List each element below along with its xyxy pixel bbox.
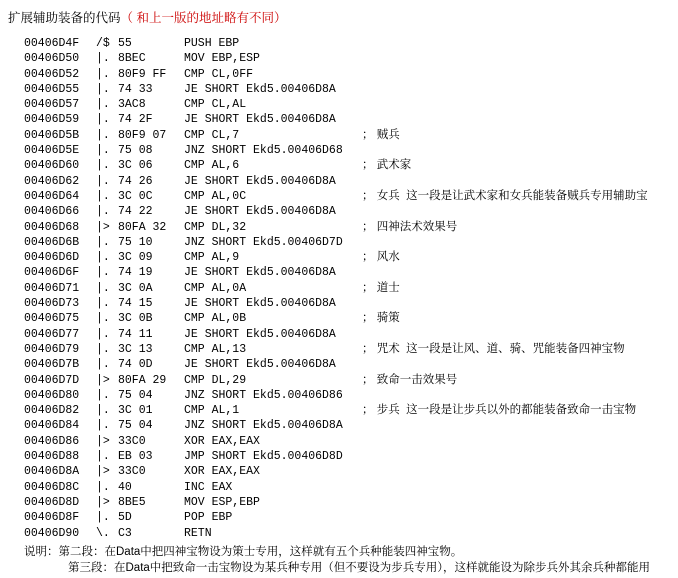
code-bytes: 80F9 FF bbox=[118, 67, 167, 81]
code-instruction: CMP AL,0A bbox=[184, 281, 247, 295]
code-row bbox=[24, 510, 664, 525]
code-instruction: JE SHORT Ekd5.00406D8A bbox=[184, 174, 336, 188]
code-address: 00406D66 bbox=[24, 205, 80, 219]
code-row bbox=[24, 464, 664, 479]
code-address: 00406D82 bbox=[24, 404, 80, 418]
code-address: 00406D6B bbox=[24, 235, 80, 249]
code-bytes: 3C 13 bbox=[118, 342, 153, 356]
code-bytes: 75 08 bbox=[118, 144, 153, 158]
code-row bbox=[24, 418, 664, 433]
code-instruction: JE SHORT Ekd5.00406D8A bbox=[184, 113, 336, 127]
code-address: 00406D6D bbox=[24, 251, 80, 265]
code-row bbox=[24, 204, 664, 219]
code-row bbox=[24, 82, 664, 97]
code-row bbox=[24, 281, 664, 296]
code-bytes: 55 bbox=[118, 37, 132, 50]
code-marker: |. bbox=[96, 450, 110, 464]
code-address: 00406D50 bbox=[24, 52, 80, 66]
code-row bbox=[24, 296, 664, 311]
code-address: 00406D68 bbox=[24, 220, 80, 234]
code-bytes: 8BE5 bbox=[118, 495, 146, 509]
code-bytes: 33C0 bbox=[118, 434, 146, 448]
code-row bbox=[24, 480, 664, 495]
code-bytes: 75 04 bbox=[118, 419, 153, 433]
code-address: 00406D62 bbox=[24, 174, 80, 188]
code-bytes: 3C 0C bbox=[118, 189, 153, 203]
code-instruction: JNZ SHORT Ekd5.00406D8A bbox=[184, 419, 343, 433]
code-instruction: INC EAX bbox=[184, 480, 233, 494]
code-instruction: POP EBP bbox=[184, 511, 233, 525]
code-marker: |. bbox=[96, 98, 110, 112]
code-instruction: CMP AL,0B bbox=[184, 312, 247, 326]
code-marker: |. bbox=[96, 82, 110, 96]
code-instruction: XOR EAX,EAX bbox=[184, 434, 260, 448]
code-instruction: JE SHORT Ekd5.00406D8A bbox=[184, 358, 336, 372]
code-marker: |. bbox=[96, 297, 110, 311]
footer-note-line: 第三段：在Data中把致命一击宝物设为某兵种专用（但不要设为步兵专用），这样就能设为除步兵外其余兵种都能用 bbox=[68, 562, 651, 574]
code-comment: ； 致命一击效果号 bbox=[362, 373, 458, 386]
code-address: 00406D59 bbox=[24, 113, 80, 127]
code-bytes: 74 2F bbox=[118, 113, 153, 127]
code-instruction: JE SHORT Ekd5.00406D8A bbox=[184, 327, 336, 341]
code-marker: |> bbox=[96, 434, 110, 448]
code-marker: |. bbox=[96, 67, 110, 81]
code-instruction: CMP AL,13 bbox=[184, 342, 247, 356]
code-marker: |. bbox=[96, 189, 110, 203]
disassembly-listing bbox=[24, 36, 664, 541]
code-row bbox=[24, 67, 664, 82]
code-comment: ； 道士 bbox=[362, 281, 400, 294]
code-row bbox=[24, 311, 664, 326]
code-bytes: 3C 09 bbox=[118, 251, 153, 265]
page-title-note: （ 和上一版的地址略有不同） bbox=[120, 11, 287, 25]
code-instruction: JNZ SHORT Ekd5.00406D68 bbox=[184, 144, 343, 158]
page-title-main: 扩展辅助装备的代码 bbox=[8, 11, 121, 25]
code-comment: ； 步兵 这一段是让步兵以外的都能装备致命一击宝物 bbox=[362, 404, 637, 417]
code-address: 00406D86 bbox=[24, 434, 80, 448]
code-bytes: 74 19 bbox=[118, 266, 153, 280]
code-marker: |. bbox=[96, 159, 110, 173]
code-marker: |. bbox=[96, 205, 110, 219]
code-marker: |. bbox=[96, 266, 110, 280]
code-marker: |. bbox=[96, 511, 110, 525]
code-address: 00406D90 bbox=[24, 526, 80, 540]
code-bytes: 80FA 32 bbox=[118, 220, 167, 234]
code-bytes: 3C 0B bbox=[118, 312, 153, 326]
code-row bbox=[24, 158, 664, 173]
code-address: 00406D75 bbox=[24, 312, 80, 326]
code-bytes: 80FA 29 bbox=[118, 373, 167, 387]
code-row bbox=[24, 128, 664, 143]
code-row bbox=[24, 373, 664, 388]
code-marker: |> bbox=[96, 495, 110, 509]
code-marker: |. bbox=[96, 113, 110, 127]
code-bytes: 80F9 07 bbox=[118, 128, 167, 142]
code-address: 00406D77 bbox=[24, 327, 80, 341]
code-address: 00406D8A bbox=[24, 465, 80, 479]
code-instruction: CMP CL,0FF bbox=[184, 67, 254, 81]
code-marker: |. bbox=[96, 419, 110, 433]
code-marker: |. bbox=[96, 358, 110, 372]
code-instruction: CMP CL,AL bbox=[184, 98, 247, 112]
footer-notes bbox=[24, 544, 672, 576]
code-address: 00406D80 bbox=[24, 388, 80, 402]
code-bytes: 74 15 bbox=[118, 297, 153, 311]
code-marker: |. bbox=[96, 388, 110, 402]
code-address: 00406D79 bbox=[24, 342, 80, 356]
code-marker: |. bbox=[96, 281, 110, 295]
code-marker: |. bbox=[96, 327, 110, 341]
code-row bbox=[24, 250, 664, 265]
code-comment: ； 贼兵 bbox=[362, 128, 400, 141]
code-comment: ； 风水 bbox=[362, 251, 400, 264]
code-bytes: 75 10 bbox=[118, 235, 153, 249]
code-bytes: 3AC8 bbox=[118, 98, 146, 112]
code-row bbox=[24, 526, 664, 541]
code-instruction: PUSH EBP bbox=[184, 37, 240, 50]
code-instruction: CMP AL,1 bbox=[184, 404, 240, 418]
code-bytes: 74 0D bbox=[118, 358, 153, 372]
code-bytes: 3C 06 bbox=[118, 159, 153, 173]
code-address: 00406D8C bbox=[24, 480, 80, 494]
code-address: 00406D73 bbox=[24, 297, 80, 311]
code-address: 00406D88 bbox=[24, 450, 80, 464]
code-bytes: 74 33 bbox=[118, 82, 153, 96]
code-address: 00406D71 bbox=[24, 281, 80, 295]
code-instruction: JMP SHORT Ekd5.00406D8D bbox=[184, 450, 343, 464]
code-bytes: EB 03 bbox=[118, 450, 153, 464]
code-row bbox=[24, 449, 664, 464]
code-row bbox=[24, 403, 664, 418]
page-title bbox=[8, 8, 287, 26]
code-instruction: MOV EBP,ESP bbox=[184, 52, 260, 66]
code-marker: |. bbox=[96, 235, 110, 249]
code-address: 00406D7B bbox=[24, 358, 80, 372]
code-instruction: RETN bbox=[184, 526, 212, 540]
code-marker: |. bbox=[96, 251, 110, 265]
code-instruction: JNZ SHORT Ekd5.00406D86 bbox=[184, 388, 343, 402]
code-marker: |. bbox=[96, 404, 110, 418]
code-instruction: MOV ESP,EBP bbox=[184, 495, 260, 509]
code-address: 00406D64 bbox=[24, 189, 80, 203]
code-bytes: 3C 0A bbox=[118, 281, 153, 295]
code-row bbox=[24, 434, 664, 449]
code-instruction: CMP DL,29 bbox=[184, 373, 247, 387]
code-marker: |. bbox=[96, 174, 110, 188]
code-instruction: JE SHORT Ekd5.00406D8A bbox=[184, 266, 336, 280]
code-row bbox=[24, 36, 664, 51]
code-marker: |> bbox=[96, 373, 110, 387]
code-address: 00406D8D bbox=[24, 495, 80, 509]
code-marker: |> bbox=[96, 220, 110, 234]
code-address: 00406D4F bbox=[24, 37, 80, 50]
code-bytes: 3C 01 bbox=[118, 404, 153, 418]
code-row bbox=[24, 495, 664, 510]
footer-note-line: 说明：第二段：在Data中把四神宝物设为策士专用，这样就有五个兵种能装四神宝物。 bbox=[24, 546, 463, 558]
code-address: 00406D84 bbox=[24, 419, 80, 433]
code-instruction: JE SHORT Ekd5.00406D8A bbox=[184, 205, 336, 219]
code-marker: |. bbox=[96, 52, 110, 66]
code-bytes: C3 bbox=[118, 526, 132, 540]
code-instruction: XOR EAX,EAX bbox=[184, 465, 260, 479]
code-instruction: JNZ SHORT Ekd5.00406D7D bbox=[184, 235, 343, 249]
code-comment: ； 四神法术效果号 bbox=[362, 220, 458, 233]
code-bytes: 74 11 bbox=[118, 327, 153, 341]
code-row bbox=[24, 51, 664, 66]
code-instruction: CMP AL,0C bbox=[184, 189, 247, 203]
code-marker: \. bbox=[96, 526, 110, 540]
code-bytes: 5D bbox=[118, 511, 132, 525]
code-address: 00406D57 bbox=[24, 98, 80, 112]
code-row bbox=[24, 143, 664, 158]
code-row bbox=[24, 220, 664, 235]
code-marker: /$ bbox=[96, 37, 110, 50]
code-row bbox=[24, 388, 664, 403]
code-comment: ； 女兵 这一段是让武术家和女兵能装备贼兵专用辅助宝 bbox=[362, 189, 648, 202]
code-bytes: 74 22 bbox=[118, 205, 153, 219]
code-row bbox=[24, 265, 664, 280]
code-address: 00406D6F bbox=[24, 266, 80, 280]
code-address: 00406D8F bbox=[24, 511, 80, 525]
code-instruction: CMP AL,9 bbox=[184, 251, 240, 265]
code-address: 00406D5E bbox=[24, 144, 80, 158]
code-row bbox=[24, 112, 664, 127]
code-address: 00406D60 bbox=[24, 159, 80, 173]
code-address: 00406D55 bbox=[24, 82, 80, 96]
code-row bbox=[24, 342, 664, 357]
code-instruction: CMP AL,6 bbox=[184, 159, 240, 173]
code-row bbox=[24, 327, 664, 342]
code-bytes: 33C0 bbox=[118, 465, 146, 479]
code-comment: ； 武术家 bbox=[362, 159, 412, 172]
code-instruction: JE SHORT Ekd5.00406D8A bbox=[184, 297, 336, 311]
code-instruction: CMP CL,7 bbox=[184, 128, 240, 142]
code-row bbox=[24, 235, 664, 250]
code-bytes: 75 04 bbox=[118, 388, 153, 402]
code-bytes: 8BEC bbox=[118, 52, 146, 66]
code-instruction: JE SHORT Ekd5.00406D8A bbox=[184, 82, 336, 96]
code-row bbox=[24, 97, 664, 112]
code-marker: |. bbox=[96, 480, 110, 494]
code-comment: ； 骑策 bbox=[362, 312, 400, 325]
code-marker: |. bbox=[96, 312, 110, 326]
code-address: 00406D5B bbox=[24, 128, 80, 142]
code-row bbox=[24, 189, 664, 204]
code-bytes: 40 bbox=[118, 480, 132, 494]
code-marker: |> bbox=[96, 465, 110, 479]
code-address: 00406D7D bbox=[24, 373, 80, 387]
code-instruction: CMP DL,32 bbox=[184, 220, 247, 234]
code-row bbox=[24, 174, 664, 189]
code-row bbox=[24, 357, 664, 372]
code-marker: |. bbox=[96, 144, 110, 158]
code-marker: |. bbox=[96, 342, 110, 356]
code-marker: |. bbox=[96, 128, 110, 142]
code-bytes: 74 26 bbox=[118, 174, 153, 188]
code-comment: ； 咒术 这一段是让风、道、骑、咒能装备四神宝物 bbox=[362, 342, 625, 355]
code-address: 00406D52 bbox=[24, 67, 80, 81]
